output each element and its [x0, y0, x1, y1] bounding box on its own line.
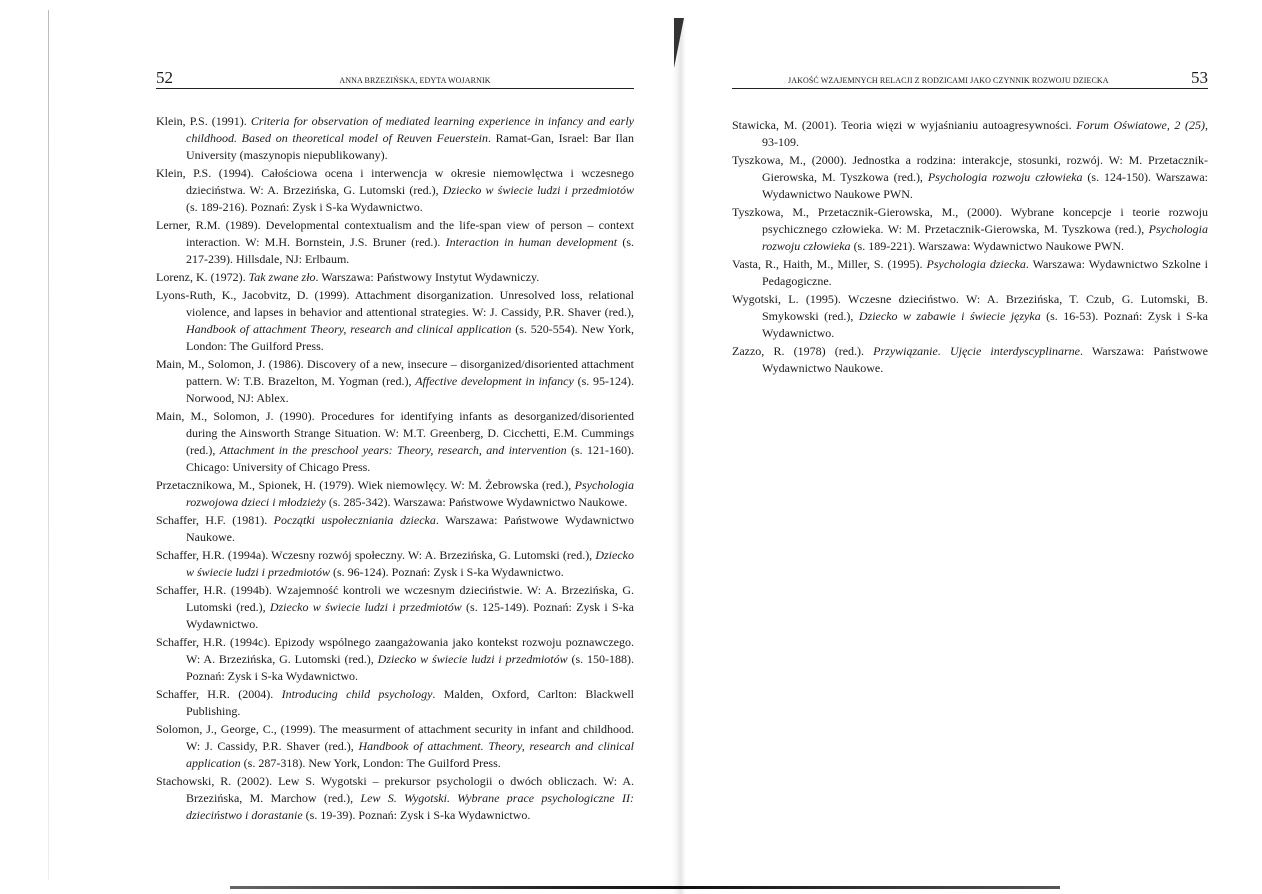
left-running-head — [156, 68, 634, 89]
left-page — [156, 68, 634, 825]
reference-entry: Vasta, R., Haith, M., Miller, S. (1995). Psychologia dziecka. Warszawa: Wydawnictwo Szkolne i Pedagogiczne. — [732, 257, 1208, 288]
reference-entry: Wygotski, L. (1995). Wczesne dzieciństwo. W: A. Brzezińska, T. Czub, G. Lutomski, B. Smykowski (red.), Dziecko w zabawie i świecie języka (s. 16-53). Poznań: Zysk i S-ka Wydawnictwo. — [732, 292, 1208, 340]
reference-entry: Solomon, J., George, C., (1999). The measurment of attachment security in infant and childhood. W: J. Cassidy, P.R. Shaver (red.), Handbook of attachment. Theory, research and clinical application (s. 287-318). New York, London: The Guilford Press. — [156, 722, 634, 770]
reference-entry: Schaffer, H.R. (1994b). Wzajemność kontroli we wczesnym dzieciństwie. W: A. Brzezińska, G. Lutomski (red.), Dziecko w świecie ludzi i przedmiotów (s. 125-149). Poznań: Zysk i S-ka Wydawnictwo. — [156, 583, 634, 631]
right-reference-list — [732, 117, 1208, 377]
reference-entry: Zazzo, R. (1978) (red.). Przywiązanie. Ujęcie interdyscyplinarne. Warszawa: Państwowe Wydawnictwo Naukowe. — [732, 344, 1209, 375]
reference-entry: Lyons-Ruth, K., Jacobvitz, D. (1999). Attachment disorganization. Unresolved loss, relational violence, and lapses in behavior and attentional strategies. W: J. Cassidy, P.R. Shaver (red.), Handbook of attachment Theory, research and clinical application (s. 520-554). New York, London: The Guilford Press. — [156, 288, 634, 353]
reference-entry: Tyszkowa, M., Przetacznik-Gierowska, M., (2000). Wybrane koncepcje i teorie rozwoju psychicznego człowieka. W: M. Przetacznik-Gierowska, M. Tyszkowa (red.), Psychologia rozwoju człowieka (s. 189-221). Warszawa: Wydawnictwo Naukowe PWN. — [732, 205, 1208, 253]
reference-entry: Lerner, R.M. (1989). Developmental contextualism and the life-span view of person – context interaction. W: M.H. Bornstein, J.S. Bruner (red.). Interaction in human development (s. 217-239). Hillsdale, NJ: Erlbaum. — [156, 218, 634, 266]
reference-entry: Stawicka, M. (2001). Teoria więzi w wyjaśnianiu autoagresywności. Forum Oświatowe, 2 (25), 93-109. — [732, 118, 1208, 149]
right-page-number: 53 — [1191, 68, 1208, 87]
reference-entry: Klein, P.S. (1994). Całościowa ocena i interwencja w okresie niemowlęctwa i wczesnego dzieciństwa. W: A. Brzezińska, G. Lutomski (red.), Dziecko w świecie ludzi i przedmiotów (s. 189-216). Poznań: Zysk i S-ka Wydawnictwo. — [156, 166, 634, 214]
reference-entry: Lorenz, K. (1972). Tak zwane zło. Warszawa: Państwowy Instytut Wydawniczy. — [156, 270, 540, 284]
scan-edge-left — [48, 10, 49, 880]
left-reference-list — [156, 113, 634, 824]
reference-entry: Przetacznikowa, M., Spionek, H. (1979). Wiek niemowlęcy. W: M. Żebrowska (red.), Psychologia rozwojowa dzieci i młodzieży (s. 285-342). Warszawa: Państwowe Wydawnictwo Naukowe. — [156, 478, 634, 509]
book-gutter — [672, 20, 686, 894]
right-running-head — [732, 68, 1208, 89]
scan-bottom-edge — [230, 886, 1060, 889]
left-header-authors: ANNA BRZEZIŃSKA, EDYTA WOJARNIK — [339, 76, 491, 85]
reference-entry: Klein, P.S. (1991). Criteria for observation of mediated learning experience in infancy and early childhood. Based on theoretical model of Reuven Feuerstein. Ramat-Gan, Israel: Bar Ilan University (maszynopis niepublikowany). — [156, 114, 635, 162]
reference-entry: Schaffer, H.R. (2004). Introducing child psychology. Malden, Oxford, Carlton: Blackwell Publishing. — [156, 687, 634, 718]
reference-entry: Schaffer, H.R. (1994a). Wczesny rozwój społeczny. W: A. Brzezińska, G. Lutomski (red.), Dziecko w świecie ludzi i przedmiotów (s. 96-124). Poznań: Zysk i S-ka Wydawnictwo. — [156, 548, 634, 579]
reference-entry: Main, M., Solomon, J. (1990). Procedures for identifying infants as desorganized/disoriented during the Ainsworth Strange Situation. W: M.T. Greenberg, D. Cicchetti, E.M. Cummings (red.), Attachment in the preschool years: Theory, research, and intervention (s. 121-160). Chicago: University of Chicago Press. — [156, 409, 634, 474]
reference-entry: Schaffer, H.R. (1994c). Epizody wspólnego zaangażowania jako kontekst rozwoju poznawczego. W: A. Brzezińska, G. Lutomski (red.), Dziecko w świecie ludzi i przedmiotów (s. 150-188). Poznań: Zysk i S-ka Wydawnictwo. — [156, 635, 634, 683]
reference-entry: Schaffer, H.F. (1981). Początki uspołeczniania dziecka. Warszawa: Państwowe Wydawnictwo Naukowe. — [156, 513, 634, 544]
gutter-shadow — [674, 18, 704, 68]
reference-entry: Main, M., Solomon, J. (1986). Discovery of a new, insecure – disorganized/disoriented attachment pattern. W: T.B. Brazelton, M. Yogman (red.), Affective development in infancy (s. 95-124). Norwood, NJ: Ablex. — [156, 357, 635, 405]
reference-entry: Stachowski, R. (2002). Lew S. Wygotski – prekursor psychologii o dwóch obliczach. W: A. Brzezińska, M. Marchow (red.), Lew S. Wygotski. Wybrane prace psychologiczne II: dzieciństwo i dorastanie (s. 19-39). Poznań: Zysk i S-ka Wydawnictwo. — [156, 774, 635, 822]
reference-entry: Tyszkowa, M., (2000). Jednostka a rodzina: interakcje, stosunki, rozwój. W: M. Przetacznik-Gierowska, M. Tyszkowa (red.), Psychologia rozwoju człowieka (s. 124-150). Warszawa: Wydawnictwo Naukowe PWN. — [732, 153, 1209, 201]
right-page — [732, 68, 1208, 378]
right-header-title: JAKOŚĆ WZAJEMNYCH RELACJI Z RODZICAMI JAKO CZYNNIK ROZWOJU DZIECKA — [788, 76, 1109, 85]
left-page-number: 52 — [156, 68, 173, 87]
